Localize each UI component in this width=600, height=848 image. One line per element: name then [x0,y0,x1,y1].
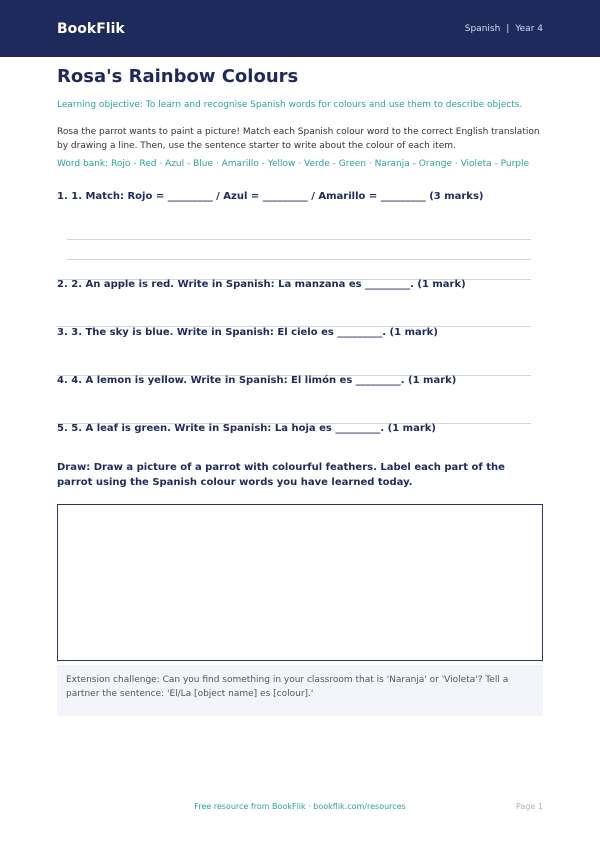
answer-line[interactable] [67,259,531,260]
meta-separator: | [506,23,510,34]
page-footer [0,802,600,814]
drawing-area[interactable] [57,504,543,661]
question-4: 4. 4. A lemon is yellow. Write in Spanish: El limón es _________. (1 mark) [57,375,457,386]
worksheet-title: Rosa's Rainbow Colours [57,66,299,87]
page-number: Page 1 [516,802,543,811]
page-header [0,0,600,57]
extension-challenge: Extension challenge: Can you find something in your classroom that is 'Naranja' or 'Violeta'? Tell a partner the sentence: 'El/La [object name] es [colour].' [57,665,543,716]
year-label: Year 4 [515,23,543,34]
question-2: 2. 2. An apple is red. Write in Spanish: La manzana es _________. (1 mark) [57,279,466,290]
subject-label: Spanish [464,23,501,34]
word-bank: Word bank: Rojo - Red · Azul - Blue · Amarillo - Yellow · Verde - Green · Naranja - Orange · Violeta - Purple [57,159,530,169]
footer-credit-link[interactable]: Free resource from BookFlik · bookflik.com/resources [194,802,406,811]
question-1: 1. 1. Match: Rojo = _________ / Azul = _________ / Amarillo = _________ (3 marks) [57,191,484,202]
question-5: 5. 5. A leaf is green. Write in Spanish: La hoja es _________. (1 mark) [57,423,436,434]
learning-objective: Learning objective: To learn and recognise Spanish words for colours and use them to describe objects. [57,100,523,110]
instructions: Rosa the parrot wants to paint a picture! Match each Spanish colour word to the correct English translation by drawing a line. Then, use the sentence starter to write about the colour of each item. [57,127,540,151]
answer-line[interactable] [67,239,531,240]
subject-year [465,24,543,34]
drawing-prompt: Draw: Draw a picture of a parrot with colourful feathers. Label each part of the parrot using the Spanish colour words you have learned today. [57,462,505,488]
brand-logo: BookFlik [57,20,125,37]
question-3: 3. 3. The sky is blue. Write in Spanish: El cielo es _________. (1 mark) [57,327,438,338]
